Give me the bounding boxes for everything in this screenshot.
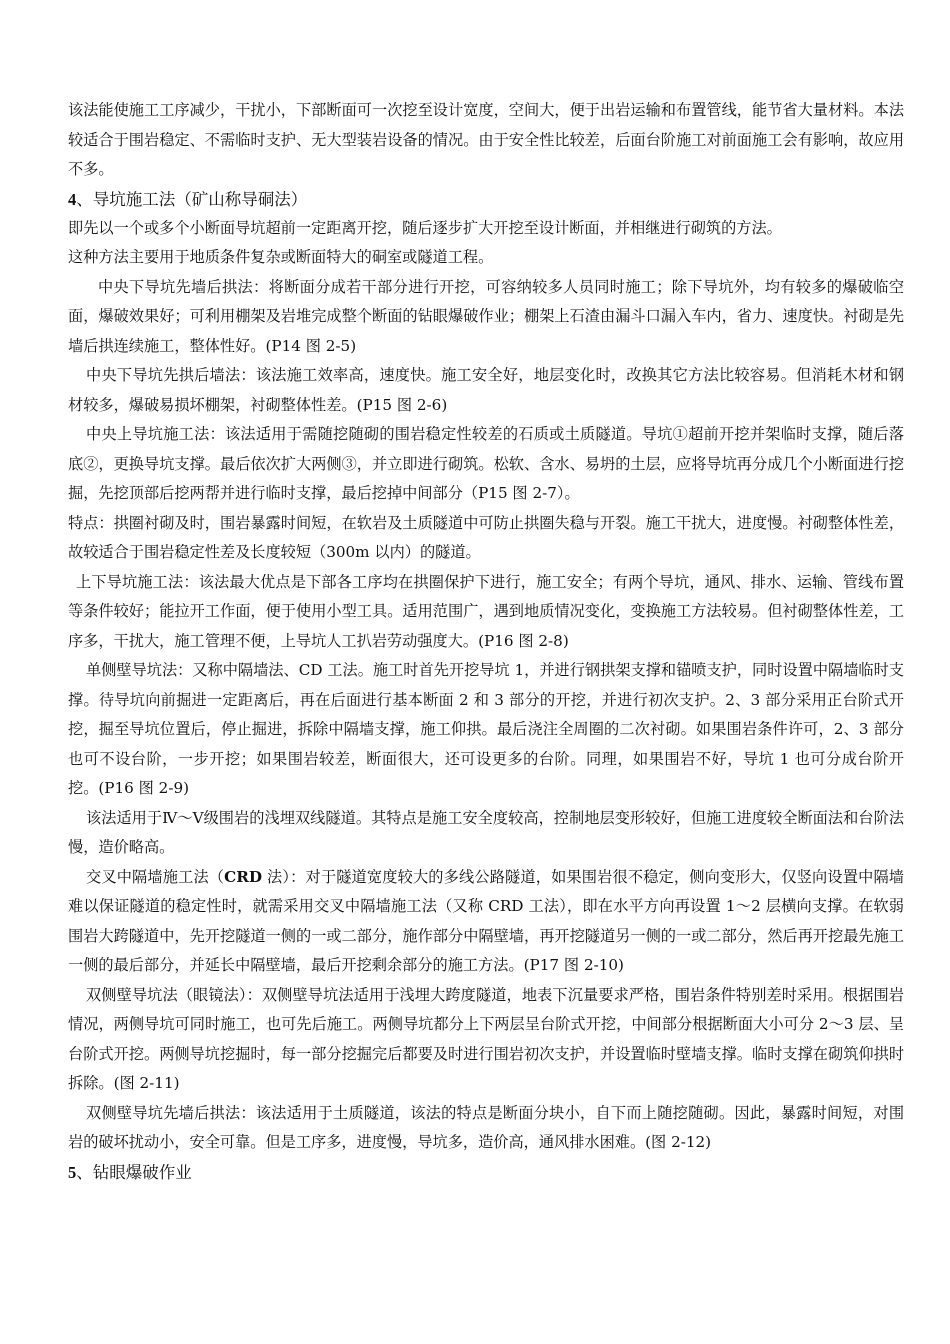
paragraph-crd-method <box>68 863 904 981</box>
paragraph-applicability: 该法适用于Ⅳ～Ⅴ级围岩的浅埋双线隧道。其特点是施工安全度较高，控制地层变形较好，但施工进度较全断面法和台阶法慢，造价略高。 <box>68 808 904 856</box>
paragraph-central-lower-arch-first: 中央下导坑先拱后墙法：该法施工效率高，速度快。施工安全好，地层变化时，改换其它方法比较容易。但消耗木材和钢材较多，爆破易损坏棚架，衬砌整体性差。(P15 图 2-6) <box>68 366 904 414</box>
section-number: 4 <box>68 189 77 209</box>
crd-lead: 交叉中隔墙施工法（ <box>86 867 225 886</box>
section-heading-5 <box>68 1158 904 1187</box>
paragraph-double-side-drift: 双侧壁导坑法（眼镜法）：双侧壁导坑法适用于浅埋大跨度隧道，地表下沉量要求严格，围岩条件特别差时采用。根据围岩情况，两侧导坑可同时施工，也可先后施工。两侧导坑都分上下两层呈台阶式开挖，中间部分根据断面大小可分 2～3 层、呈台阶式开挖。两侧导坑挖掘时，每一部分挖掘完后都要及时进行围岩初次支护，并设置临时壁墙支撑。临时支撑在砌筑仰拱时拆除。(图 2-11) <box>68 985 904 1092</box>
paragraph-single-side-drift: 单侧壁导坑法：又称中隔墙法、CD 工法。施工时首先开挖导坑 1，并进行钢拱架支撑和锚喷支护，同时设置中隔墙临时支撑。待导坑向前掘进一定距离后，再在后面进行基本断面 2 和 3 部分的开挖，并进行初次支护。2、3 部分采用正台阶式开挖，掘至导坑位置后，停止掘进，拆除中隔墙支撑，施工仰拱。最后浇注全周圈的二次衬砌。如果围岩条件许可，2、3 部分也可不设台阶，一步开挖；如果围岩较差，断面很大，还可设更多的台阶。同理，如果围岩不好，导坑 1 也可分成台阶开挖。(P16 图 2-9) <box>68 661 904 797</box>
paragraph-application: 这种方法主要用于地质条件复杂或断面特大的硐室或隧道工程。 <box>68 248 494 266</box>
paragraph-definition: 即先以一个或多个小断面导坑超前一定距离开挖，随后逐步扩大开挖至设计断面，并相继进行砌筑的方法。 <box>68 218 782 237</box>
paragraph-upper-lower-heading: 上下导坑施工法：该法最大优点是下部各工序均在拱圈保护下进行，施工安全；有两个导坑，通风、排水、运输、管线布置等条件较好；能拉开工作面，便于使用小型工具。适用范围广，遇到地质情况变化，变换施工方法较易。但衬砌整体性差，工序多，干扰大，施工管理不便，上导坑人工扒岩劳动强度大。(P16 图 2-8) <box>68 572 904 650</box>
paragraph-central-upper: 中央上导坑施工法：该法适用于需随挖随砌的围岩稳定性较差的石质或土质隧道。导坑①超前开挖并架临时支撑，随后落底②，更换导坑支撑。最后依次扩大两侧③，并立即进行砌筑。松软、含水、易坍的土层，应将导坑再分成几个小断面进行挖掘，先挖顶部后挖两帮并进行临时支撑，最后挖掉中间部分（P15 图 2-7）。 <box>68 425 904 502</box>
paragraph-central-lower-wall-first: 中央下导坑先墙后拱法：将断面分成若干部分进行开挖，可容纳较多人员同时施工；除下导坑外，均有较多的爆破临空面，爆破效果好；可利用棚架及岩堆完成整个断面的钻眼爆破作业；棚架上石渣由漏斗口漏入车内，省力、速度快。衬砌是先墙后拱连续施工，整体性好。(P14 图 2-5) <box>68 277 904 355</box>
section-number: 5 <box>68 1162 77 1182</box>
paragraph-advantages: 该法能使施工工序减少，干扰小，下部断面可一次挖至设计宽度，空间大，便于出岩运输和布置管线，能节省大量材料。本法较适合于围岩稳定、不需临时支护、无大型装岩设备的情况。由于安全性比较差，后面台阶施工对前面施工会有影响，故应用不多。 <box>68 101 904 178</box>
section-title: 、导坑施工法（矿山称导硐法） <box>76 189 308 209</box>
crd-body: 法）：对于隧道宽度较大的多线公路隧道，如果围岩很不稳定，侧向变形大，仅竖向设置中隔墙难以保证隧道的稳定性时，就需采用交叉中隔墙施工法（又称 CRD 工法），即在水平方向再设置 1～2 层横向支撑。在软弱围岩大跨隧道中，先开挖隧道一侧的一或二部分，施作部分中隔壁墙，再开挖隧道另一侧的一或二部分，然后再开挖最先施工一侧的最后部分，并延长中隔壁墙，最后开挖剩余部分的施工方法。(P17 图 2-10) <box>68 867 904 974</box>
section-heading-4 <box>68 185 904 214</box>
paragraph-double-side-wall-first: 双侧壁导坑先墙后拱法：该法适用于土质隧道，该法的特点是断面分块小，自下而上随挖随砌。因此，暴露时间短，对围岩的破坏扰动小，安全可靠。但是工序多，进度慢，导坑多，造价高，通风排水困难。(图 2-12) <box>68 1103 904 1151</box>
document-page <box>68 96 904 1187</box>
section-title: 、钻眼爆破作业 <box>76 1162 192 1182</box>
paragraph-features: 特点：拱圈衬砌及时，围岩暴露时间短，在软岩及土质隧道中可防止拱圈失稳与开裂。施工干扰大，进度慢。衬砌整体性差，故较适合于围岩稳定性差及长度较短（300m 以内）的隧道。 <box>68 513 904 561</box>
crd-bold: CRD <box>224 867 263 886</box>
